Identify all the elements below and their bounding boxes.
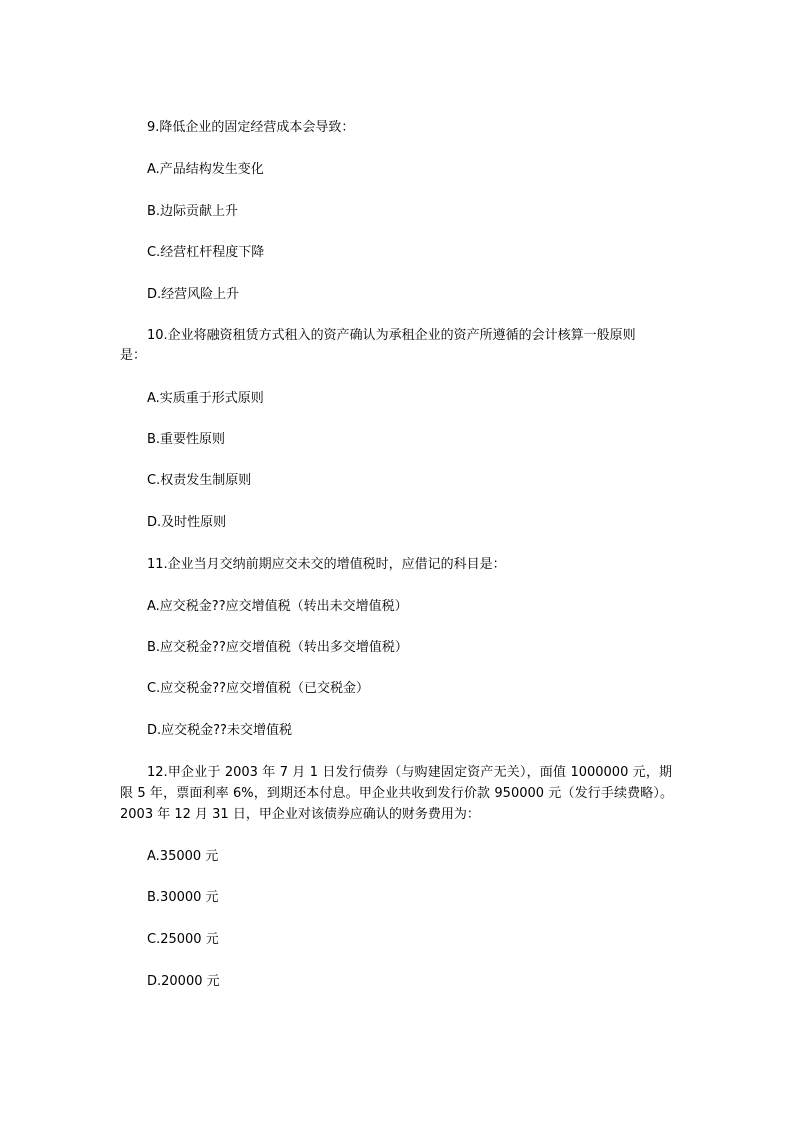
- q11-option-d: D.应交税金??未交增值税: [147, 723, 292, 738]
- q10-option-a: A.实质重于形式原则: [147, 391, 264, 406]
- q11-option-b: B.应交税金??应交增值税（转出多交增值税）: [147, 640, 408, 655]
- q9-option-c: C.经营杠杆程度下降: [147, 245, 265, 260]
- question-11-stem: 11.企业当月交纳前期应交未交的增值税时，应借记的科目是：: [147, 557, 506, 572]
- question-12-stem-line3: 2003 年 12 月 31 日，甲企业对该债券应确认的财务费用为：: [120, 807, 480, 822]
- q11-option-c: C.应交税金??应交增值税（已交税金）: [147, 681, 370, 696]
- question-12-stem-line1: 12.甲企业于 2003 年 7 月 1 日发行债券（与购建固定资产无关），面值 1000000 元，期: [147, 765, 672, 780]
- question-12-stem-line2: 限 5 年，票面利率 6%，到期还本付息。甲企业共收到发行价款 950000 元（发行手续费略）。: [120, 786, 673, 801]
- q11-option-a: A.应交税金??应交增值税（转出未交增值税）: [147, 599, 408, 614]
- q12-option-b: B.30000 元: [147, 890, 219, 905]
- q10-option-c: C.权责发生制原则: [147, 473, 252, 488]
- question-9-stem: 9.降低企业的固定经营成本会导致：: [147, 120, 355, 135]
- q9-option-d: D.经营风险上升: [147, 287, 240, 302]
- q12-option-a: A.35000 元: [147, 849, 219, 864]
- q9-option-a: A.产品结构发生变化: [147, 162, 264, 177]
- question-10-stem-line1: 10.企业将融资租赁方式租入的资产确认为承租企业的资产所遵循的会计核算一般原则: [147, 328, 636, 343]
- q10-option-d: D.及时性原则: [147, 515, 227, 530]
- question-10-stem-line2: 是：: [120, 348, 147, 363]
- q10-option-b: B.重要性原则: [147, 432, 226, 447]
- q12-option-d: D.20000 元: [147, 974, 220, 989]
- q9-option-b: B.边际贡献上升: [147, 204, 239, 219]
- q12-option-c: C.25000 元: [147, 932, 219, 947]
